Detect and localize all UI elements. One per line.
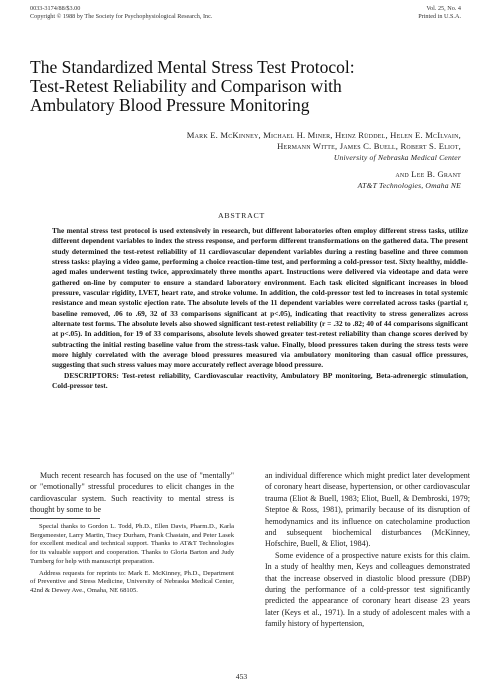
body-paragraph: Some evidence of a prospective nature exists for this claim. In a study of healthy men, Keys and colleagues demonstrated that the increase observed in diastolic blood pressure (DBP) during the performance of a cold-pressor test significantly predicted the appearance of coronary heart disease 23 years later (Keys et al., 1971). In a study of adolescent males with a family history of hypertension,	[265, 550, 470, 629]
body-paragraph: Much recent research has focused on the use of "mentally" or "emotionally" stressful procedures to elicit changes in the cardiovascular system. Such reactivity to mental stress is thought by some to be	[30, 471, 234, 515]
title-line-3: Ambulatory Blood Pressure Monitoring	[30, 95, 310, 115]
abstract-text: The mental stress test protocol is used extensively in research, but different laboratories often employ different stress tasks, utilize different dependent variables to index the stress response, and perform different transformations on the gathered data. The present study determined the test-retest reliability of 11 cardiovascular dependent variables during a resting baseline and three common stress tasks: playing a video game, performing a choice reaction-time test, and performing a cold-pressor test. Sixty healthy, middle-aged males underwent testing twice, approximately three months apart. Instructions were delivered via videotape and data were gathered on-line by computer to ensure a standard laboratory environment. Each task elicited significant increases in blood pressure, vascular rigidity, LVET, heart rate, and stroke volume. In addition, the cold-pressor test led to increases in total systemic resistance and mean systolic ejection rate. The absolute levels of the 11 dependent variables were correlated across tasks (partial r, baseline removed, .06 to .69, 32 of 33 comparisons significant at p<.05), indicating that reactivity to stress generalizes across alternate test forms. The absolute levels also showed significant test-retest reliability (r = .32 to .82; 40 of 44 comparisons significant at p<.05). In addition, for 19 of 33 comparisons, absolute levels showed greater test-retest reliability than change scores derived by subtracting the initial resting baseline value from the stress-task value. Finally, blood pressures taken during the stress tests were more highly correlated with the average blood pressures measured via ambulatory monitoring than casual office pressures, suggesting that such stress values may more accurately reflect average blood pressure.	[52, 226, 468, 370]
body-column-left	[30, 470, 234, 516]
affiliation-2: AT&T Technologies, Omaha NE	[357, 181, 461, 190]
article-title	[30, 58, 470, 115]
copyright-line: Copyright © 1988 by The Society for Psychophysiological Research, Inc.	[30, 12, 213, 20]
author-line-3: and Lee B. Grant	[395, 169, 461, 179]
author-line-2: Hermann Witte, James C. Buell, Robert S. Eliot,	[277, 141, 461, 151]
footnote-address: Address requests for reprints to: Mark E. McKinney, Ph.D., Department of Preventive and Stress Medicine, University of Nebraska Medical Center, 42nd & Dewey Ave., Omaha, NE 68105.	[30, 569, 234, 594]
footnote-divider	[30, 518, 100, 519]
footnotes	[30, 523, 234, 599]
title-line-2: Test-Retest Reliability and Comparison with	[30, 76, 342, 96]
volume-line: Vol. 25, No. 4	[426, 5, 461, 12]
journal-header-right	[418, 5, 461, 20]
printed-line: Printed in U.S.A.	[418, 12, 461, 20]
issn-line: 0033-3174/88/$3.00	[30, 5, 81, 12]
body-column-right	[265, 470, 470, 630]
abstract-heading: ABSTRACT	[217, 211, 266, 220]
abstract	[52, 226, 468, 392]
footnote-acknowledgments: Special thanks to Gordon L. Todd, Ph.D., Ellen Davis, Pharm.D., Karla Bergsmeester, Larry Martin, Tracy Durham, Frank Chastain, and Peter Lasek for excellent medical and technical support. Thanks to AT&T Technologies for its valuable support and cooperation. Thanks to Gloria Barton and Judy Turnberg for help with manuscript preparation.	[30, 523, 234, 565]
journal-header-left	[30, 5, 212, 20]
author-block	[41, 130, 461, 191]
page-number: 453	[235, 672, 248, 681]
descriptors: DESCRIPTORS: Test-retest reliability, Cardiovascular reactivity, Ambulatory BP monitoring, Beta-adrenergic stimulation, Cold-pressor test.	[52, 370, 468, 391]
title-line-1: The Standardized Mental Stress Test Protocol:	[30, 57, 355, 77]
author-line-1: Mark E. McKinney, Michael H. Miner, Heinz Rüddel, Helen E. McIlvain,	[186, 130, 461, 140]
affiliation-1: University of Nebraska Medical Center	[333, 153, 461, 162]
body-paragraph: an individual difference which might predict later development of coronary heart disease, hypertension, or other cardiovascular trauma (Eliot & Buell, 1983; Eliot, Buell, & Dembroski, 1979; Steptoe & Ross, 1981), primarily because of its disruption of hemodynamics and its influence on catecholamine production and subsequent biochemical disturbances (McKinney, Hofschire, Buell, & Eliot, 1984).	[265, 471, 470, 549]
